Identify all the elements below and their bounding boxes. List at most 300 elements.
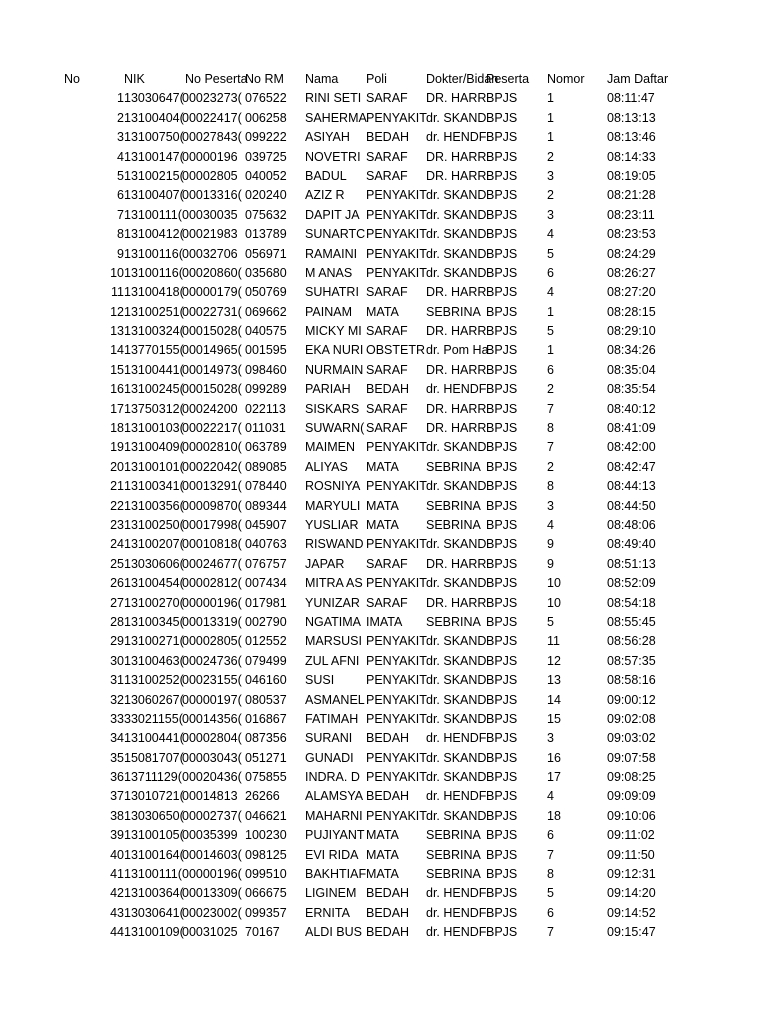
cell-peserta: BPJS — [486, 440, 518, 455]
cell-dokter: dr. SKAND — [426, 110, 487, 125]
cell-no-rm: 099289 — [245, 382, 287, 397]
cell-nik: 13711129( — [124, 770, 182, 785]
cell-nomor: 8 — [547, 421, 554, 436]
cell-nama: PUJIYANT — [305, 828, 365, 843]
header-jam-daftar: Jam Daftar — [607, 72, 669, 86]
cell-no: 10 — [110, 265, 124, 280]
cell-dokter: DR. HARR — [426, 91, 487, 106]
table-row — [0, 691, 768, 710]
cell-dokter: DR. HARR — [426, 324, 487, 339]
cell-no-peserta: 00015028( — [182, 382, 242, 397]
cell-nomor: 9 — [547, 537, 554, 552]
cell-no: 15 — [110, 362, 124, 377]
header-no-rm: No RM — [245, 72, 284, 86]
cell-nomor: 1 — [547, 343, 554, 358]
cell-peserta: BPJS — [486, 867, 518, 882]
cell-no-peserta: 00000196 — [182, 149, 238, 164]
cell-nomor: 14 — [547, 692, 561, 707]
cell-nama: MAIMEN — [305, 440, 355, 455]
cell-peserta: BPJS — [486, 595, 518, 610]
cell-dokter: dr. SKAND — [426, 673, 487, 688]
cell-no-rm: 098125 — [245, 847, 287, 862]
table-row — [0, 245, 768, 264]
cell-nik: 13100454( — [124, 576, 184, 591]
cell-no: 28 — [110, 614, 124, 629]
cell-peserta: BPJS — [486, 905, 518, 920]
cell-nama: NOVETRI — [305, 149, 361, 164]
cell-jam-daftar: 08:34:26 — [607, 343, 656, 358]
cell-nomor: 12 — [547, 653, 561, 668]
cell-poli: SARAF — [366, 324, 408, 339]
cell-nomor: 16 — [547, 750, 561, 765]
cell-nomor: 4 — [547, 285, 554, 300]
cell-no: 27 — [110, 595, 124, 610]
cell-no: 5 — [117, 168, 124, 183]
cell-nik: 13100341( — [124, 479, 184, 494]
table-row — [0, 768, 768, 787]
cell-dokter: dr. HENDF — [426, 886, 487, 901]
header-nik: NIK — [124, 72, 145, 86]
cell-jam-daftar: 08:28:15 — [607, 304, 656, 319]
cell-no: 22 — [110, 498, 124, 513]
cell-dokter: dr. SKAND — [426, 207, 487, 222]
cell-no-rm: 039725 — [245, 149, 287, 164]
cell-no-peserta: 00015028( — [182, 324, 242, 339]
cell-no-peserta: 00035399 — [182, 828, 238, 843]
cell-poli: BEDAH — [366, 731, 410, 746]
cell-jam-daftar: 08:11:47 — [607, 91, 655, 106]
cell-poli: IMATA — [366, 614, 403, 629]
cell-dokter: DR. HARR — [426, 149, 487, 164]
table-row — [0, 652, 768, 671]
cell-nik: 13030606( — [124, 556, 184, 571]
cell-nama: MAHARNI — [305, 808, 363, 823]
table-row — [0, 923, 768, 942]
table-row — [0, 884, 768, 903]
cell-nama: MARSUSI — [305, 634, 362, 649]
cell-nik: 13100407( — [124, 188, 184, 203]
cell-peserta: BPJS — [486, 459, 518, 474]
cell-poli: PENYAKIT — [366, 576, 427, 591]
cell-no-peserta: 00017998( — [182, 517, 242, 532]
cell-no-peserta: 00013319( — [182, 614, 242, 629]
cell-no-peserta: 00014965( — [182, 343, 242, 358]
cell-jam-daftar: 08:44:50 — [607, 498, 656, 513]
cell-nik: 13100409( — [124, 440, 184, 455]
cell-nama: BADUL — [305, 168, 347, 183]
table-row — [0, 225, 768, 244]
cell-poli: MATA — [366, 847, 399, 862]
cell-no: 2 — [117, 110, 124, 125]
cell-no-rm: 26266 — [245, 789, 280, 804]
cell-no-peserta: 00002812( — [182, 576, 242, 591]
table-row — [0, 807, 768, 826]
cell-nik: 13100356( — [124, 498, 184, 513]
cell-nomor: 5 — [547, 246, 554, 261]
table-row — [0, 380, 768, 399]
cell-no: 38 — [110, 808, 124, 823]
cell-peserta: BPJS — [486, 324, 518, 339]
cell-no-peserta: 00021983 — [182, 227, 238, 242]
cell-dokter: dr. HENDF — [426, 925, 487, 940]
cell-dokter: DR. HARR — [426, 421, 487, 436]
cell-nomor: 3 — [547, 498, 554, 513]
cell-no-peserta: 00013316( — [182, 188, 242, 203]
cell-no-peserta: 00022217( — [182, 421, 242, 436]
cell-no-rm: 099510 — [245, 867, 287, 882]
cell-no-rm: 70167 — [245, 925, 280, 940]
cell-no-peserta: 00020436( — [182, 770, 242, 785]
cell-nomor: 6 — [547, 828, 554, 843]
table-row — [0, 438, 768, 457]
cell-poli: SARAF — [366, 285, 408, 300]
cell-no: 24 — [110, 537, 124, 552]
cell-poli: SARAF — [366, 401, 408, 416]
cell-nomor: 1 — [547, 304, 554, 319]
cell-nama: M ANAS — [305, 265, 353, 280]
cell-nik: 13750312( — [124, 401, 184, 416]
cell-jam-daftar: 08:42:47 — [607, 459, 656, 474]
cell-nomor: 7 — [547, 925, 554, 940]
cell-no-rm: 007434 — [245, 576, 287, 591]
cell-poli: BEDAH — [366, 130, 410, 145]
cell-no-rm: 099222 — [245, 130, 287, 145]
cell-peserta: BPJS — [486, 576, 518, 591]
cell-nomor: 7 — [547, 440, 554, 455]
table-row — [0, 497, 768, 516]
cell-nik: 13100245( — [124, 382, 184, 397]
cell-jam-daftar: 08:29:10 — [607, 324, 656, 339]
cell-no-peserta: 00000196( — [182, 867, 242, 882]
table-row — [0, 322, 768, 341]
cell-dokter: DR. HARR — [426, 285, 487, 300]
table-row — [0, 167, 768, 186]
table-row — [0, 535, 768, 554]
cell-nik: 13100441( — [124, 362, 184, 377]
cell-nomor: 8 — [547, 867, 554, 882]
cell-no-rm: 080537 — [245, 692, 287, 707]
cell-nomor: 4 — [547, 789, 554, 804]
cell-nama: SUWARN( — [305, 421, 365, 436]
cell-dokter: dr. SKAND — [426, 750, 487, 765]
cell-nama: SURANI — [305, 731, 353, 746]
cell-no-peserta: 00013291( — [182, 479, 242, 494]
cell-nik: 13100750( — [124, 130, 184, 145]
cell-peserta: BPJS — [486, 731, 518, 746]
cell-poli: MATA — [366, 517, 399, 532]
cell-no: 26 — [110, 576, 124, 591]
cell-nama: SUSI — [305, 673, 335, 688]
cell-nik: 13100364( — [124, 886, 184, 901]
cell-nik: 13060267( — [124, 692, 184, 707]
cell-dokter: dr. SKAND — [426, 479, 487, 494]
cell-nomor: 6 — [547, 265, 554, 280]
cell-poli: PENYAKIT — [366, 246, 427, 261]
cell-peserta: BPJS — [486, 634, 518, 649]
cell-peserta: BPJS — [486, 886, 518, 901]
cell-no: 8 — [117, 227, 124, 242]
cell-jam-daftar: 08:14:33 — [607, 149, 656, 164]
cell-nama: EVI RIDA — [305, 847, 359, 862]
cell-no-rm: 076757 — [245, 556, 287, 571]
cell-no-rm: 075855 — [245, 770, 287, 785]
cell-nomor: 7 — [547, 401, 554, 416]
cell-jam-daftar: 09:14:20 — [607, 886, 656, 901]
cell-nama: BAKHTIAF — [305, 867, 367, 882]
cell-poli: PENYAKIT — [366, 227, 427, 242]
cell-no-rm: 076522 — [245, 91, 287, 106]
cell-nama: JAPAR — [305, 556, 345, 571]
cell-poli: PENYAKIT — [366, 692, 427, 707]
cell-dokter: dr. HENDF — [426, 789, 487, 804]
cell-no-peserta: 00014356( — [182, 711, 242, 726]
cell-jam-daftar: 09:09:09 — [607, 789, 656, 804]
cell-poli: OBSTETR — [366, 343, 426, 358]
cell-poli: SARAF — [366, 91, 408, 106]
cell-peserta: BPJS — [486, 770, 518, 785]
cell-poli: PENYAKIT — [366, 188, 427, 203]
cell-nama: NURMAIN — [305, 362, 364, 377]
cell-nomor: 5 — [547, 886, 554, 901]
cell-nama: YUSLIAR — [305, 517, 359, 532]
cell-jam-daftar: 09:14:52 — [607, 905, 656, 920]
cell-nomor: 6 — [547, 905, 554, 920]
cell-no: 39 — [110, 828, 124, 843]
cell-no-rm: 087356 — [245, 731, 287, 746]
cell-no-peserta: 00010818( — [182, 537, 242, 552]
cell-jam-daftar: 08:27:20 — [607, 285, 656, 300]
cell-nik: 13100207( — [124, 537, 184, 552]
table-row — [0, 865, 768, 884]
cell-no-peserta: 00013309( — [182, 886, 242, 901]
cell-nomor: 5 — [547, 324, 554, 339]
cell-no-rm: 020240 — [245, 188, 287, 203]
cell-no-rm: 089085 — [245, 459, 287, 474]
cell-no: 35 — [110, 750, 124, 765]
cell-no-peserta: 00014813 — [182, 789, 238, 804]
cell-nik: 13100116( — [124, 246, 183, 261]
cell-no: 29 — [110, 634, 124, 649]
cell-no-rm: 035680 — [245, 265, 287, 280]
cell-peserta: BPJS — [486, 188, 518, 203]
table-row — [0, 477, 768, 496]
cell-peserta: BPJS — [486, 421, 518, 436]
cell-no: 6 — [117, 188, 124, 203]
cell-no-peserta: 00022042( — [182, 459, 242, 474]
cell-peserta: BPJS — [486, 498, 518, 513]
cell-nomor: 1 — [547, 110, 554, 125]
cell-no-peserta: 00002804( — [182, 731, 242, 746]
cell-poli: SARAF — [366, 149, 408, 164]
cell-dokter: dr. Pom Ha — [426, 343, 489, 358]
cell-nama: SUHATRI — [305, 285, 359, 300]
cell-peserta: BPJS — [486, 168, 518, 183]
cell-peserta: BPJS — [486, 110, 518, 125]
cell-jam-daftar: 09:12:31 — [607, 867, 656, 882]
cell-peserta: BPJS — [486, 149, 518, 164]
cell-no-peserta: 00014973( — [182, 362, 242, 377]
cell-poli: SARAF — [366, 421, 408, 436]
cell-nama: INDRA. D — [305, 770, 360, 785]
cell-no: 43 — [110, 905, 124, 920]
cell-no-peserta: 00024677( — [182, 556, 242, 571]
cell-no: 7 — [117, 207, 124, 222]
cell-nik: 13100251( — [124, 304, 184, 319]
cell-dokter: dr. SKAND — [426, 440, 487, 455]
cell-dokter: SEBRINA — [426, 304, 481, 319]
cell-peserta: BPJS — [486, 828, 518, 843]
cell-peserta: BPJS — [486, 227, 518, 242]
cell-dokter: dr. SKAND — [426, 711, 487, 726]
cell-nomor: 1 — [547, 130, 554, 145]
cell-no-rm: 098460 — [245, 362, 287, 377]
cell-poli: PENYAKIT — [366, 634, 427, 649]
cell-nik: 13100116( — [124, 265, 183, 280]
cell-nomor: 18 — [547, 808, 561, 823]
cell-no: 44 — [110, 925, 124, 940]
cell-no-peserta: 00022731( — [182, 304, 242, 319]
cell-no-rm: 079499 — [245, 653, 287, 668]
cell-jam-daftar: 08:26:27 — [607, 265, 656, 280]
cell-poli: BEDAH — [366, 382, 410, 397]
cell-jam-daftar: 09:11:02 — [607, 828, 655, 843]
cell-dokter: SEBRINA — [426, 847, 481, 862]
cell-nik: 13100101( — [124, 459, 184, 474]
cell-poli: PENYAKIT — [366, 110, 427, 125]
cell-no-rm: 017981 — [245, 595, 287, 610]
table-row — [0, 846, 768, 865]
cell-nomor: 4 — [547, 517, 554, 532]
cell-no: 30 — [110, 653, 124, 668]
cell-poli: PENYAKIT — [366, 711, 427, 726]
cell-no: 32 — [110, 692, 124, 707]
cell-no: 42 — [110, 886, 124, 901]
cell-no-rm: 063789 — [245, 440, 287, 455]
cell-no-peserta: 00014603( — [182, 847, 242, 862]
table-row — [0, 574, 768, 593]
cell-jam-daftar: 08:41:09 — [607, 421, 656, 436]
cell-peserta: BPJS — [486, 517, 518, 532]
table-row — [0, 458, 768, 477]
cell-no: 12 — [110, 304, 124, 319]
cell-dokter: dr. SKAND — [426, 246, 487, 261]
cell-nama: SISKARS — [305, 401, 360, 416]
cell-no-peserta: 00024200 — [182, 401, 238, 416]
cell-poli: PENYAKIT — [366, 673, 427, 688]
cell-nik: 13100412( — [124, 227, 184, 242]
table-row — [0, 826, 768, 845]
cell-dokter: dr. SKAND — [426, 265, 487, 280]
header-dokter: Dokter/Bidan — [426, 72, 499, 86]
cell-dokter: SEBRINA — [426, 828, 481, 843]
cell-nama: ROSNIYA — [305, 479, 361, 494]
cell-nomor: 8 — [547, 479, 554, 494]
cell-poli: BEDAH — [366, 905, 410, 920]
cell-poli: BEDAH — [366, 886, 410, 901]
cell-nomor: 4 — [547, 227, 554, 242]
cell-nik: 15081707( — [124, 750, 184, 765]
cell-dokter: DR. HARR — [426, 556, 487, 571]
cell-nik: 13100103( — [124, 421, 184, 436]
table-row — [0, 749, 768, 768]
cell-poli: MATA — [366, 304, 399, 319]
cell-peserta: BPJS — [486, 479, 518, 494]
cell-jam-daftar: 09:15:47 — [607, 925, 656, 940]
cell-no-rm: 013789 — [245, 227, 287, 242]
cell-nama: SAHERMA — [305, 110, 367, 125]
cell-no: 19 — [110, 440, 124, 455]
cell-no-peserta: 00023002( — [182, 905, 242, 920]
cell-nama: DAPIT JA — [305, 207, 360, 222]
cell-dokter: DR. HARR — [426, 401, 487, 416]
cell-peserta: BPJS — [486, 925, 518, 940]
table-row — [0, 516, 768, 535]
cell-jam-daftar: 08:24:29 — [607, 246, 656, 261]
cell-nik: 13100418( — [124, 285, 184, 300]
cell-no-peserta: 00000196( — [182, 595, 242, 610]
cell-nama: MICKY MI — [305, 324, 362, 339]
cell-no: 31 — [110, 673, 124, 688]
cell-nomor: 2 — [547, 459, 554, 474]
cell-no-peserta: 00031025 — [182, 925, 238, 940]
cell-nomor: 13 — [547, 673, 561, 688]
table-row — [0, 109, 768, 128]
cell-peserta: BPJS — [486, 847, 518, 862]
table-row — [0, 400, 768, 419]
cell-peserta: BPJS — [486, 711, 518, 726]
cell-jam-daftar: 08:42:00 — [607, 440, 656, 455]
cell-nama: FATIMAH — [305, 711, 359, 726]
header-peserta: Peserta — [486, 72, 530, 86]
cell-nomor: 3 — [547, 168, 554, 183]
cell-jam-daftar: 08:52:09 — [607, 576, 656, 591]
cell-no-peserta: 00002805 — [182, 168, 238, 183]
cell-dokter: SEBRINA — [426, 517, 481, 532]
cell-nama: ALIYAS — [305, 459, 348, 474]
cell-jam-daftar: 08:48:06 — [607, 517, 656, 532]
cell-nomor: 17 — [547, 770, 561, 785]
cell-nama: ASIYAH — [305, 130, 350, 145]
cell-nama: ALAMSYA — [305, 789, 364, 804]
table-row — [0, 128, 768, 147]
cell-no-peserta: 00009870( — [182, 498, 242, 513]
cell-poli: PENYAKIT — [366, 750, 427, 765]
cell-jam-daftar: 08:51:13 — [607, 556, 656, 571]
cell-nama: EKA NURI — [305, 343, 364, 358]
cell-no: 20 — [110, 459, 124, 474]
cell-no: 41 — [110, 867, 124, 882]
table-row — [0, 206, 768, 225]
cell-nama: YUNIZAR — [305, 595, 360, 610]
cell-nama: PARIAH — [305, 382, 351, 397]
cell-jam-daftar: 08:57:35 — [607, 653, 656, 668]
cell-nik: 33021155( — [124, 711, 183, 726]
table-row — [0, 148, 768, 167]
cell-jam-daftar: 08:56:28 — [607, 634, 656, 649]
table-row — [0, 555, 768, 574]
cell-no: 25 — [110, 556, 124, 571]
cell-jam-daftar: 08:13:13 — [607, 110, 656, 125]
cell-nomor: 11 — [547, 634, 560, 649]
table-header-row — [0, 70, 768, 89]
cell-dokter: dr. HENDF — [426, 130, 487, 145]
cell-no-rm: 050769 — [245, 285, 287, 300]
header-no-peserta: No Peserta — [185, 72, 248, 86]
cell-nomor: 7 — [547, 847, 554, 862]
cell-poli: PENYAKIT — [366, 653, 427, 668]
cell-no-rm: 012552 — [245, 634, 287, 649]
cell-nama: PAINAM — [305, 304, 352, 319]
